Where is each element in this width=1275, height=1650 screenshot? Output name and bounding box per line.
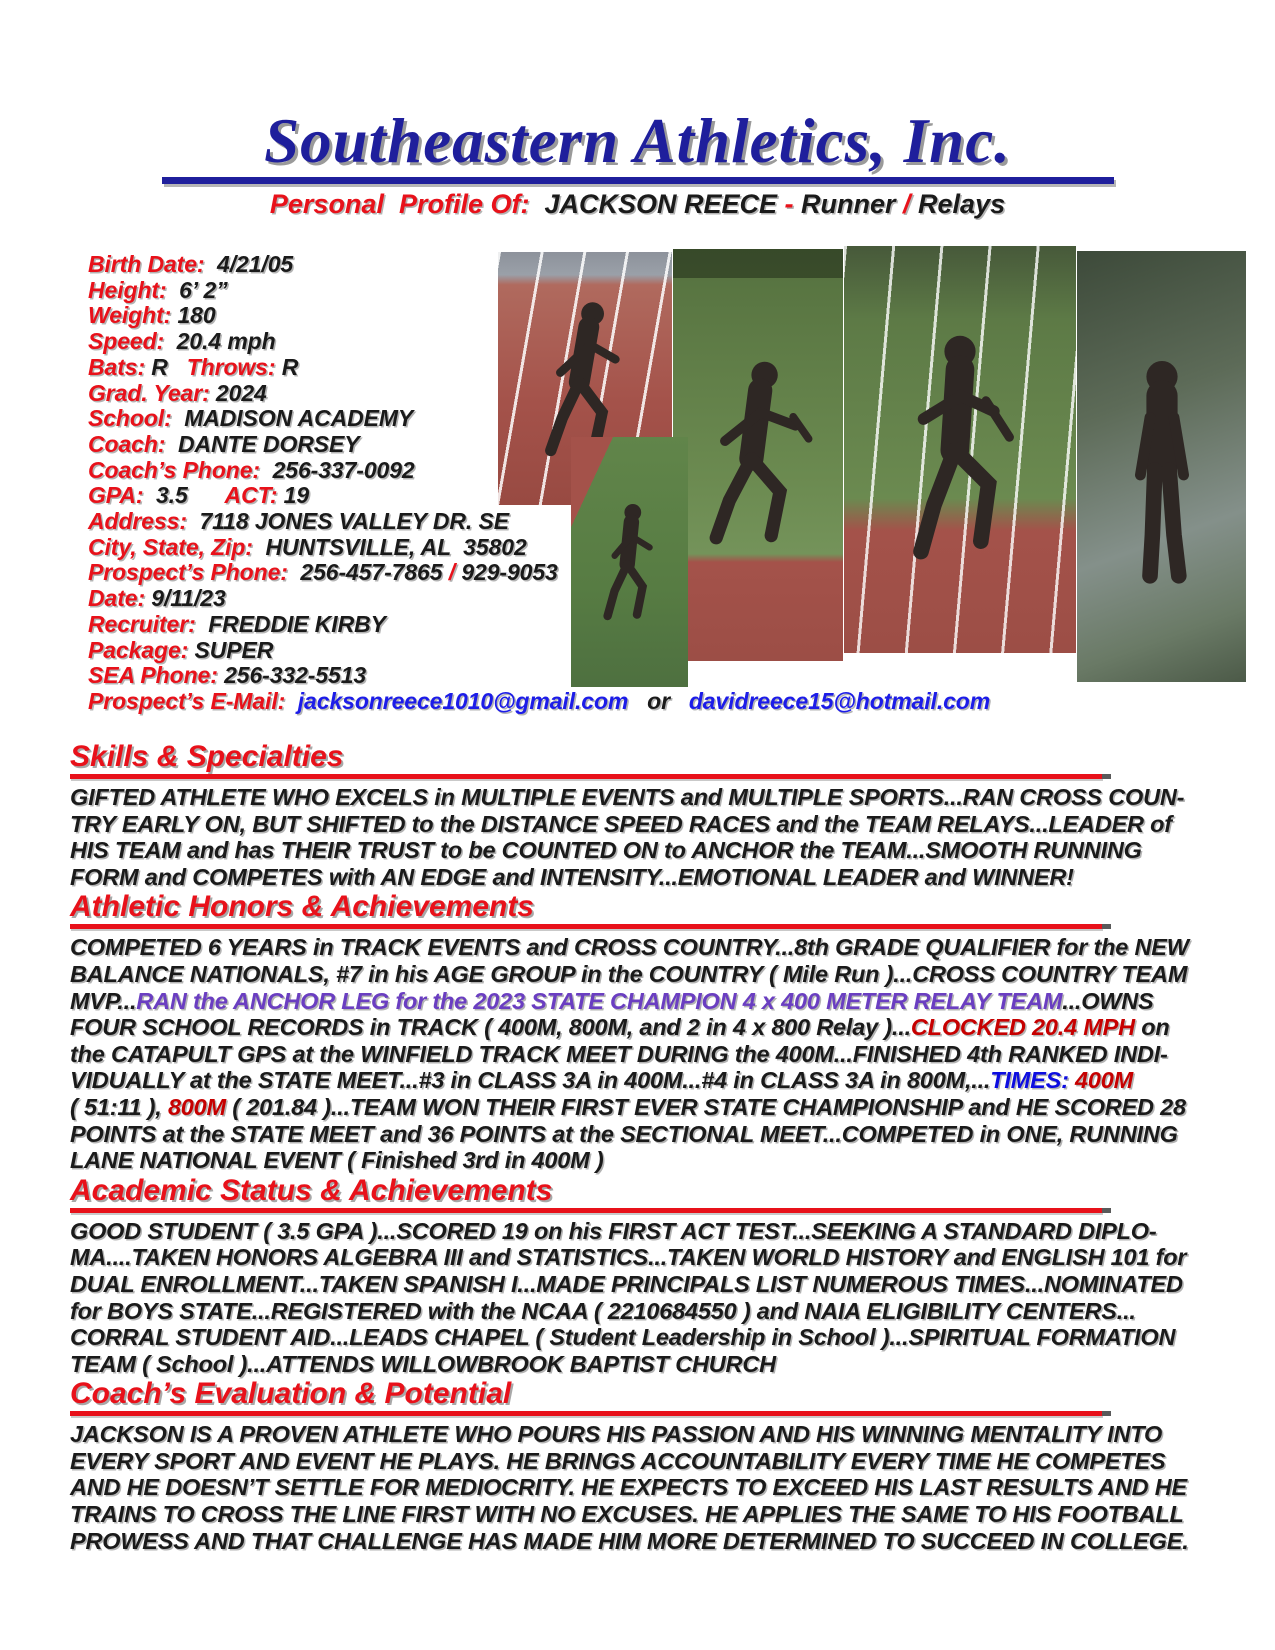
- text-segment: FREDDIE KIRBY: [195, 610, 386, 637]
- text-segment: ( 51:11 ),: [70, 1093, 168, 1120]
- section-underline: [70, 774, 1102, 779]
- page-title: Southeastern Athletics, Inc.: [264, 106, 1011, 176]
- text-line: [70, 1094, 1215, 1121]
- athlete-photo-celebration: [844, 246, 1076, 653]
- text-segment: [285, 688, 298, 714]
- text-segment: DANTE DORSEY: [165, 430, 360, 457]
- text-segment: 2024: [209, 379, 267, 406]
- text-segment: Speed:: [88, 328, 165, 355]
- runner-silhouette-icon: [595, 487, 665, 647]
- text-segment: GPA:: [88, 482, 144, 509]
- text-segment: /: [903, 189, 919, 219]
- text-line: [70, 1041, 1215, 1068]
- text-segment: JACKSON REECE: [544, 189, 785, 219]
- text-line: [70, 961, 1215, 988]
- text-line: [70, 864, 1215, 891]
- text-segment: Bats:: [88, 353, 146, 380]
- athlete-photo-relay-baton: [673, 249, 843, 661]
- section-underline: [70, 924, 1102, 929]
- text-line: [70, 1528, 1215, 1555]
- text-segment: 800M: [167, 1093, 226, 1120]
- text-segment: Package:: [88, 636, 189, 663]
- text-segment: or: [628, 687, 689, 714]
- text-segment: SUPER: [188, 636, 274, 663]
- text-segment: 256-457-7865: [287, 559, 443, 586]
- prospect-email-1[interactable]: jacksonreece1010@gmail.com: [297, 687, 629, 714]
- section-heading: Skills & Specialties: [70, 740, 344, 773]
- sections: [70, 740, 1215, 1554]
- athlete-silhouette-icon: [1102, 325, 1222, 625]
- text-segment: FORM and COMPETES with AN EDGE and INTENSITY...EMOTIONAL LEADER and WINNER!: [70, 863, 1074, 890]
- text-segment: Address:: [88, 508, 187, 535]
- text-line: [70, 988, 1215, 1015]
- text-segment: CLOCKED 20.4 MPH: [910, 1014, 1135, 1041]
- text-segment: Relays: [918, 189, 1006, 219]
- runner-silhouette-icon: [895, 318, 1025, 598]
- section-heading: Coach’s Evaluation & Potential: [70, 1377, 512, 1411]
- text-line: [88, 689, 1088, 715]
- text-segment: HUNTSVILLE, AL 35802: [252, 533, 527, 560]
- text-segment: AND HE DOESN’T SETTLE FOR MEDIOCRITY. HE EXPECTS TO EXCEED HIS LAST RESULTS AND HE: [70, 1474, 1187, 1501]
- text-segment: 929-9053: [455, 559, 558, 586]
- text-segment: for BOYS STATE...REGISTERED with the NCAA ( 2210684550 ) and NAIA ELIGIBILITY CENTERS...: [70, 1297, 1136, 1324]
- prospect-email-2[interactable]: davidreece15@hotmail.com: [688, 687, 991, 714]
- text-segment: R: [145, 353, 168, 380]
- text-line: [70, 934, 1215, 961]
- text-segment: 256-332-5513: [217, 662, 367, 689]
- text-segment: on: [1134, 1014, 1170, 1041]
- text-line: [70, 784, 1215, 811]
- text-segment: TRY EARLY ON, BUT SHIFTED to the DISTANCE SPEED RACES and the TEAM RELAYS...LEADER of: [70, 810, 1172, 837]
- text-segment: MA....TAKEN HONORS ALGEBRA III and STATISTICS...TAKEN WORLD HISTORY and ENGLISH 101 for: [70, 1244, 1187, 1271]
- text-line: [70, 1351, 1215, 1378]
- text-segment: 256-337-0092: [260, 456, 415, 483]
- text-segment: FOUR SCHOOL RECORDS in TRACK ( 400M, 800M, and 2 in 4 x 800 Relay )...: [70, 1014, 911, 1041]
- text-line: [70, 1067, 1215, 1094]
- text-segment: ACT:: [187, 482, 278, 509]
- text-line: [70, 1474, 1215, 1501]
- athlete-photo-walking: [1077, 251, 1246, 682]
- text-segment: DUAL ENROLLMENT...TAKEN SPANISH I...MADE PRINCIPALS LIST NUMEROUS TIMES...NOMINATED: [70, 1270, 1183, 1297]
- section-heading: Athletic Honors & Achievements: [70, 890, 534, 924]
- text-segment: GIFTED ATHLETE WHO EXCELS in MULTIPLE EVENTS and MULTIPLE SPORTS...RAN CROSS COUN-: [70, 784, 1185, 810]
- text-segment: JACKSON IS A PROVEN ATHLETE WHO POURS HIS PASSION AND HIS WINNING MENTALITY INTO: [70, 1421, 1163, 1448]
- text-segment: VIDUALLY at the STATE MEET...#3 in CLASS 3A in 400M...#4 in CLASS 3A in 800M,...: [70, 1067, 991, 1094]
- section-underline: [70, 1208, 1102, 1213]
- text-segment: Prospect’s E-Mail:: [88, 687, 286, 714]
- text-segment: Height:: [88, 276, 167, 303]
- text-segment: Personal Profile Of:: [269, 189, 545, 219]
- text-segment: the CATAPULT GPS at the WINFIELD TRACK MEET DURING the 400M...FINISHED 4th RANKED INDI-: [70, 1040, 1168, 1067]
- section-coach-evaluation: [70, 1377, 1215, 1554]
- text-line: [70, 1448, 1215, 1475]
- text-segment: PROWESS AND THAT CHALLENGE HAS MADE HIM MORE DETERMINED TO SUCCEED IN COLLEGE.: [70, 1527, 1189, 1554]
- text-segment: Runner: [801, 189, 904, 219]
- section-body: [70, 1218, 1215, 1378]
- text-line: [70, 811, 1215, 838]
- section-athletic-honors: [70, 890, 1215, 1173]
- text-line: [70, 1271, 1215, 1298]
- section-body: [70, 784, 1215, 890]
- text-segment: 20.4 mph: [164, 328, 276, 355]
- text-segment: RAN the ANCHOR LEG for the 2023 STATE CHAMPION 4 x 400 METER RELAY TEAM: [136, 987, 1063, 1014]
- text-segment: TEAM ( School )...ATTENDS WILLOWBROOK BAPTIST CHURCH: [70, 1350, 776, 1377]
- text-segment: MADISON ACADEMY: [171, 405, 414, 432]
- text-segment: MVP...: [70, 987, 137, 1014]
- runner-silhouette-icon: [703, 338, 813, 588]
- text-segment: Weight:: [88, 302, 172, 329]
- text-segment: CORRAL STUDENT AID...LEADS CHAPEL ( Student Leadership in School )...SPIRITUAL FORMATION: [70, 1324, 1176, 1351]
- section-heading: Academic Status & Achievements: [70, 1173, 553, 1207]
- text-segment: COMPETED 6 YEARS in TRACK EVENTS and CROSS COUNTRY...8th GRADE QUALIFIER for the NEW: [70, 934, 1189, 961]
- text-segment: GOOD STUDENT ( 3.5 GPA )...SCORED 19 on his FIRST ACT TEST...SEEKING A STANDARD DIPLO-: [70, 1217, 1157, 1244]
- text-segment: Recruiter:: [88, 610, 196, 637]
- text-segment: Throws:: [167, 353, 276, 380]
- text-line: [70, 1421, 1215, 1448]
- text-line: [70, 1501, 1215, 1528]
- text-segment: SEA Phone:: [88, 662, 218, 689]
- text-segment: 400M: [1075, 1067, 1134, 1094]
- text-segment: LANE NATIONAL EVENT ( Finished 3rd in 400M ): [70, 1147, 604, 1174]
- title-underline: [162, 177, 1114, 184]
- profile-subtitle: [0, 189, 1275, 219]
- text-segment: Coach’s Phone:: [88, 456, 260, 483]
- text-segment: POINTS at the STATE MEET and 36 POINTS at the SECTIONAL MEET...COMPETED in ONE, RUNNING: [70, 1120, 1178, 1147]
- text-segment: /: [442, 559, 456, 586]
- text-segment: ( 201.84 )...TEAM WON THEIR FIRST EVER STATE CHAMPIONSHIP and HE SCORED 28: [225, 1093, 1186, 1120]
- section-body: [70, 1421, 1215, 1554]
- section-academic-status: [70, 1174, 1215, 1378]
- text-line: [70, 1244, 1215, 1271]
- text-line: [70, 1121, 1215, 1148]
- text-segment: City, State, Zip:: [88, 533, 253, 560]
- text-segment: School:: [88, 405, 172, 432]
- text-line: [70, 1324, 1215, 1351]
- text-line: [70, 1147, 1215, 1174]
- text-segment: HIS TEAM and has THEIR TRUST to be COUNTED ON to ANCHOR the TEAM...SMOOTH RUNNING: [70, 837, 1142, 864]
- text-segment: Prospect’s Phone:: [88, 559, 288, 586]
- text-segment: EVERY SPORT AND EVENT HE PLAYS. HE BRINGS ACCOUNTABILITY EVERY TIME HE COMPETES: [70, 1447, 1166, 1474]
- text-segment: Date:: [88, 585, 146, 612]
- text-segment: Birth Date:: [88, 251, 205, 277]
- text-segment: 4/21/05: [204, 251, 294, 277]
- text-line: [270, 189, 1005, 219]
- text-segment: TRAINS TO CROSS THE LINE FIRST WITH NO EXCUSES. HE APPLIES THE SAME TO HIS FOOTBALL: [70, 1501, 1184, 1528]
- text-segment: 19: [277, 482, 310, 509]
- athlete-photo-grass-inset: [571, 437, 688, 687]
- text-segment: TIMES: [990, 1067, 1062, 1094]
- text-segment: ...OWNS: [1062, 987, 1154, 1014]
- text-line: [70, 1218, 1215, 1245]
- text-line: [70, 1014, 1215, 1041]
- text-segment: 180: [171, 302, 216, 329]
- text-segment: 6’ 2”: [166, 276, 228, 303]
- text-segment: Grad. Year:: [88, 379, 210, 406]
- text-segment: 3.5: [143, 482, 188, 509]
- text-segment: 9/11/23: [145, 585, 226, 612]
- section-underline: [70, 1411, 1102, 1416]
- text-segment: 7118 JONES VALLEY DR. SE: [186, 508, 509, 535]
- text-segment: R: [275, 353, 299, 380]
- text-segment: -: [784, 189, 801, 219]
- text-segment: :: [1061, 1067, 1076, 1094]
- text-segment: BALANCE NATIONALS, #7 in his AGE GROUP in the COUNTRY ( Mile Run )...CROSS COUNTRY TEAM: [70, 960, 1188, 987]
- section-skills: [70, 740, 1215, 890]
- text-line: [70, 837, 1215, 864]
- text-line: [70, 1298, 1215, 1325]
- section-body: [70, 934, 1215, 1173]
- text-segment: Coach:: [88, 430, 166, 457]
